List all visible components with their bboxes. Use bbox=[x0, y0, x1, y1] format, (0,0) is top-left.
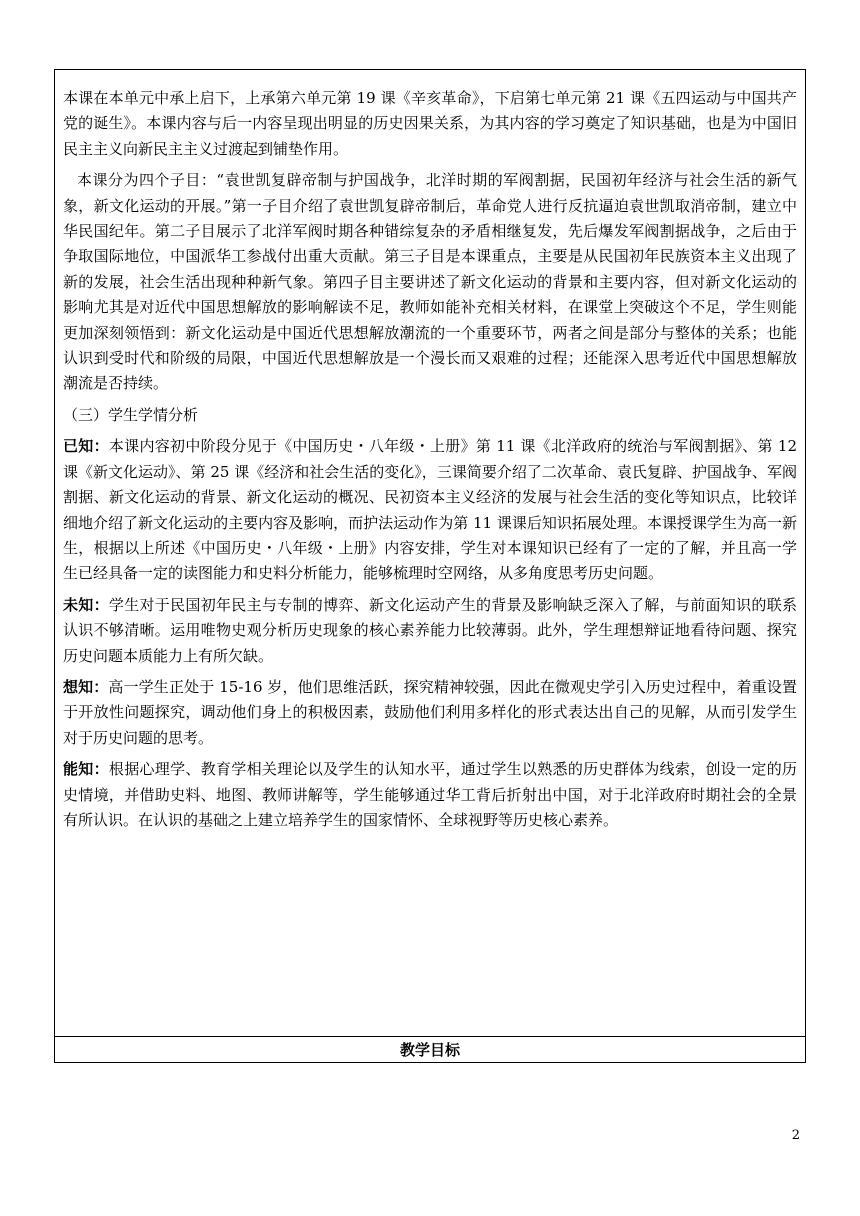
want-paragraph bbox=[63, 675, 797, 751]
intro-paragraph-1: 本课在本单元中承上启下，上承第六单元第 19 课《辛亥革命》，下启第七单元第 21 课《五四运动与中国共产党的诞生》。本课内容与后一内容呈现出明显的历史因果关系，为其内容的学习奠定了知识基础，也是为中国旧民主主义向新民主主义过渡起到铺垫作用。 bbox=[63, 89, 797, 158]
teaching-goals-title: 教学目标 bbox=[399, 1041, 460, 1059]
intro-paragraph-2: 本课分为四个子目：“袁世凯复辟帝制与护国战争，北洋时期的军阀割据，民国初年经济与社会生活的新气象，新文化运动的开展。”第一子目介绍了袁世凯复辟帝制后，革命党人进行反抗逼迫袁世凯取消帝制，建立中华民国纪年。第二子目展示了北洋军阀时期各种错综复杂的矛盾相继复发，先后爆发军阀割据战争，之后由于争取国际地位，中国派华工参战付出重大贡献。第三子目是本课重点，主要是从民国初年民族资本主义出现了新的发展，社会生活出现种种新气象。第四子目主要讲述了新文化运动的背景和主要内容，但对新文化运动的影响尤其是对近代中国思想解放的影响解读不足，教师如能补充相关材料，在课堂上突破这个不足，学生则能更加深刻领悟到：新文化运动是中国近代思想解放潮流的一个重要环节，两者之间是部分与整体的关系；也能认识到受时代和阶级的局限，中国近代思想解放是一个漫长而又艰难的过程；还能深入思考近代中国思想解放潮流是否持续。 bbox=[63, 171, 797, 393]
page-number: 2 bbox=[791, 1128, 800, 1143]
content-table bbox=[54, 69, 806, 1063]
known-text: 本课内容初中阶段分见于《中国历史・八年级・上册》第 11 课《北洋政府的统治与军阀割据》、第 12 课《新文化运动》、第 25 课《经济和社会生活的变化》，三课简要介绍了二次革命、袁氏复辟、护国战争、军阀割据、新文化运动的背景、新文化运动的概况、民初资本主义经济的发展与社会生活的变化等知识点，比较详细地介绍了新文化运动的主要内容及影响，而护法运动作为第 11 课课后知识拓展处理。本课授课学生为高一新生，根据以上所述《中国历史・八年级・上册》内容安排，学生对本课知识已经有了一定的了解，并且高一学生已经具备一定的读图能力和史料分析能力，能够梳理时空网络，从多角度思考历史问题。 bbox=[63, 437, 797, 583]
can-paragraph bbox=[63, 757, 797, 833]
want-label: 想知： bbox=[63, 677, 109, 696]
unknown-text: 学生对于民国初年民主与专制的博弈、新文化运动产生的背景及影响缺乏深入了解，与前面知识的联系认识不够清晰。运用唯物史观分析历史现象的核心素养能力比较薄弱。此外，学生理想辩证地看待问题、探究历史问题本质能力上有所欠缺。 bbox=[63, 595, 797, 665]
content-cell bbox=[63, 86, 797, 839]
student-analysis-heading: （三）学生学情分析 bbox=[63, 405, 199, 424]
unknown-paragraph bbox=[63, 593, 797, 669]
known-label: 已知： bbox=[63, 437, 109, 456]
unknown-label: 未知： bbox=[63, 595, 109, 614]
can-label: 能知： bbox=[63, 760, 109, 779]
known-paragraph bbox=[63, 434, 797, 586]
want-text: 高一学生正处于 15-16 岁，他们思维活跃，探究精神较强，因此在微观史学引入历史过程中，着重设置于开放性问题探究，调动他们身上的积极因素，鼓励他们利用多样化的形式表达出自己的见解，从而引发学生对于历史问题的思考。 bbox=[63, 677, 797, 747]
can-text: 根据心理学、教育学相关理论以及学生的认知水平，通过学生以熟悉的历史群体为线索，创设一定的历史情境，并借助史料、地图、教师讲解等，学生能够通过华工背后折射出中国，对于北洋政府时期社会的全景有所认识。在认识的基础之上建立培养学生的国家情怀、全球视野等历史核心素养。 bbox=[63, 760, 797, 829]
